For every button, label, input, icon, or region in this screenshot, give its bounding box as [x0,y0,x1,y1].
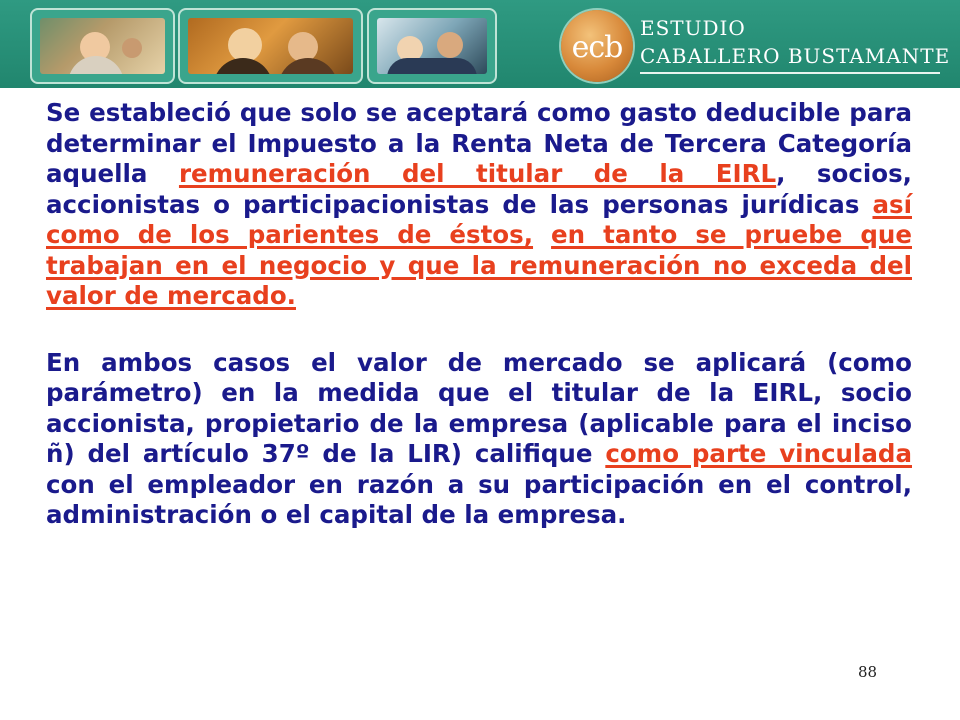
header-photo-2 [188,18,353,74]
header-photo-3 [377,18,487,74]
paragraph-1-highlight-2: así como de los parientes de éstos, [46,189,912,249]
paragraph-1-text-2: , socios, accionistas o participacionistas de las personas jurídicas [46,159,912,219]
header-banner [0,0,960,88]
slide-body [46,98,912,531]
paragraph-1-text-3 [533,220,551,249]
header-photo-frame-3 [367,8,497,84]
paragraph-2 [46,348,912,531]
paragraph-1-highlight-3: en tanto se pruebe que trabajan en el negocio y que la remuneración no exceda del valor de mercado. [46,220,912,310]
brand-name-line2: CABALLERO BUSTAMANTE [640,44,951,68]
page-number: 88 [858,663,878,681]
header-photo-frame-2 [178,8,363,84]
paragraph-2-highlight-1: como parte vinculada [605,439,912,468]
paragraph-1-highlight-1: remuneración del titular de la EIRL [178,159,777,188]
header-photo-1 [40,18,165,74]
ecb-logo [561,10,633,82]
paragraph-1 [46,98,912,312]
brand-name-line1: ESTUDIO [640,16,746,40]
paragraph-2-text-1: En ambos casos el valor de mercado se aplicará (como parámetro) en la medida que el titular de la EIRL, socio accionista, propietario de la empresa (aplicable para el inciso ñ) del artículo 37º de la LIR) califique [46,347,912,468]
paragraph-1-text-1: Se estableció que solo se aceptará como gasto deducible para determinar el Impuesto a la Renta Neta de Tercera Categoría aquella [46,98,912,188]
brand-divider [640,72,940,74]
logo-text: ecb [571,30,623,65]
header-photo-frame-1 [30,8,175,84]
paragraph-2-text-2: con el empleador en razón a su participación en el control, administración o el capital de la empresa. [46,469,912,529]
